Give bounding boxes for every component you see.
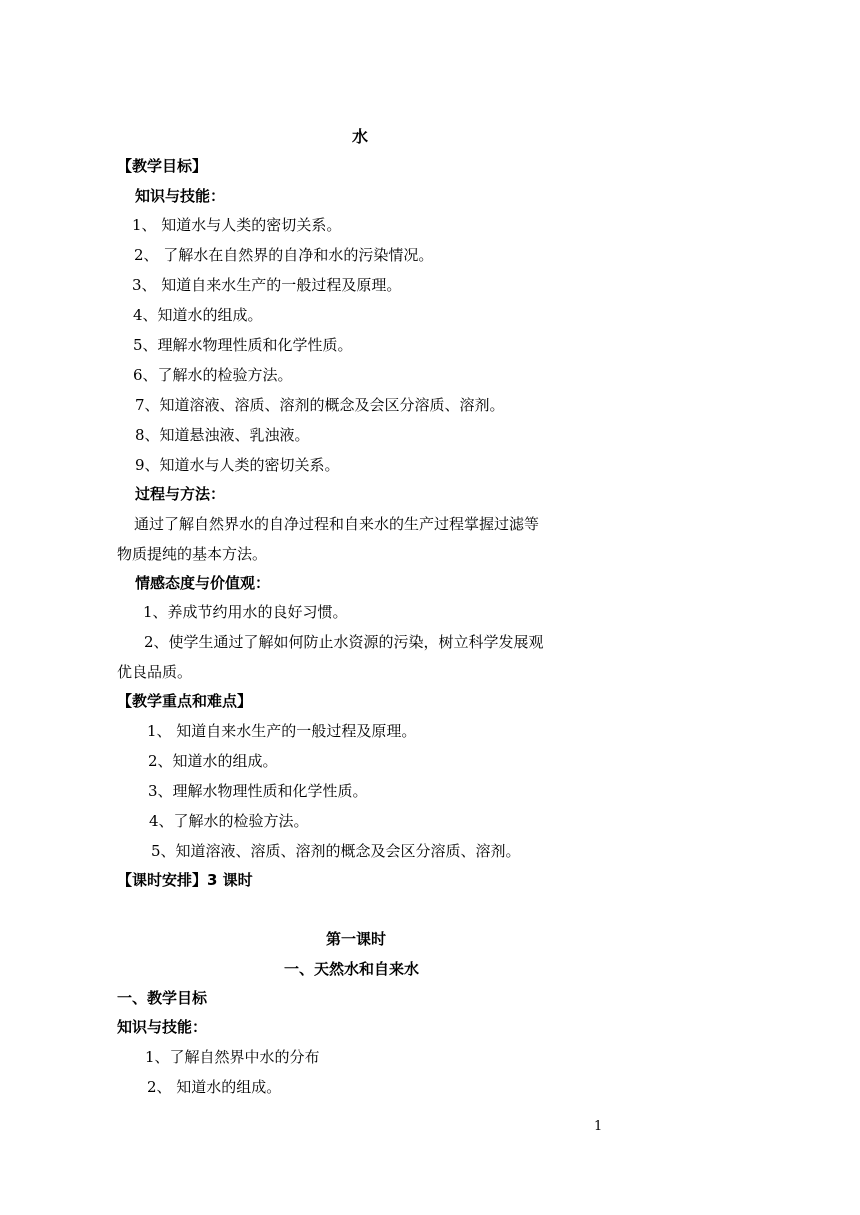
lesson-subtitle: 一、天然水和自来水: [284, 960, 420, 978]
lesson-item: 1、了解自然界中水的分布: [145, 1048, 320, 1066]
page-number: 1: [594, 1119, 603, 1134]
key-point-item: 5、知道溶液、溶质、溶剂的概念及会区分溶质、溶剂。: [151, 842, 521, 860]
goal-item: 6、了解水的检验方法。: [133, 366, 293, 384]
teaching-goals-heading: 【教学目标】: [117, 157, 208, 175]
key-point-item: 3、理解水物理性质和化学性质。: [148, 782, 368, 800]
key-points-heading: 【教学重点和难点】: [117, 692, 253, 710]
lesson-item: 2、 知道水的组成。: [147, 1078, 282, 1096]
process-paragraph-line: 物质提纯的基本方法。: [117, 545, 268, 563]
goal-item: 3、 知道自来水生产的一般过程及原理。: [132, 276, 402, 294]
emotion-item: 2、使学生通过了解如何防止水资源的污染，树立科学发展观: [144, 633, 544, 651]
lesson-title: 第一课时: [326, 930, 387, 948]
lesson-knowledge-label: 知识与技能：: [117, 1018, 208, 1036]
goal-item: 4、知道水的组成。: [133, 306, 263, 324]
key-point-item: 2、知道水的组成。: [148, 752, 278, 770]
schedule-line: 【课时安排】3 课时: [117, 871, 253, 889]
goal-item: 1、 知道水与人类的密切关系。: [132, 216, 342, 234]
goal-item: 5、理解水物理性质和化学性质。: [133, 336, 353, 354]
process-paragraph-line: 通过了解自然界水的自净过程和自来水的生产过程掌握过滤等: [134, 515, 540, 533]
goal-item: 2、 了解水在自然界的自净和水的污染情况。: [134, 246, 434, 264]
goal-item: 7、知道溶液、溶质、溶剂的概念及会区分溶质、溶剂。: [135, 396, 505, 414]
emotion-item: 1、养成节约用水的良好习惯。: [143, 603, 348, 621]
process-method-label: 过程与方法：: [135, 485, 226, 503]
emotion-item: 优良品质。: [117, 663, 193, 681]
key-point-item: 4、了解水的检验方法。: [149, 812, 309, 830]
knowledge-skills-label: 知识与技能：: [135, 187, 226, 205]
key-point-item: 1、 知道自来水生产的一般过程及原理。: [147, 722, 417, 740]
lesson-goals-heading: 一、教学目标: [117, 989, 208, 1007]
emotion-values-label: 情感态度与价值观：: [135, 574, 271, 592]
goal-item: 9、知道水与人类的密切关系。: [135, 456, 340, 474]
goal-item: 8、知道悬浊液、乳浊液。: [135, 426, 310, 444]
document-title: 水: [352, 127, 369, 146]
